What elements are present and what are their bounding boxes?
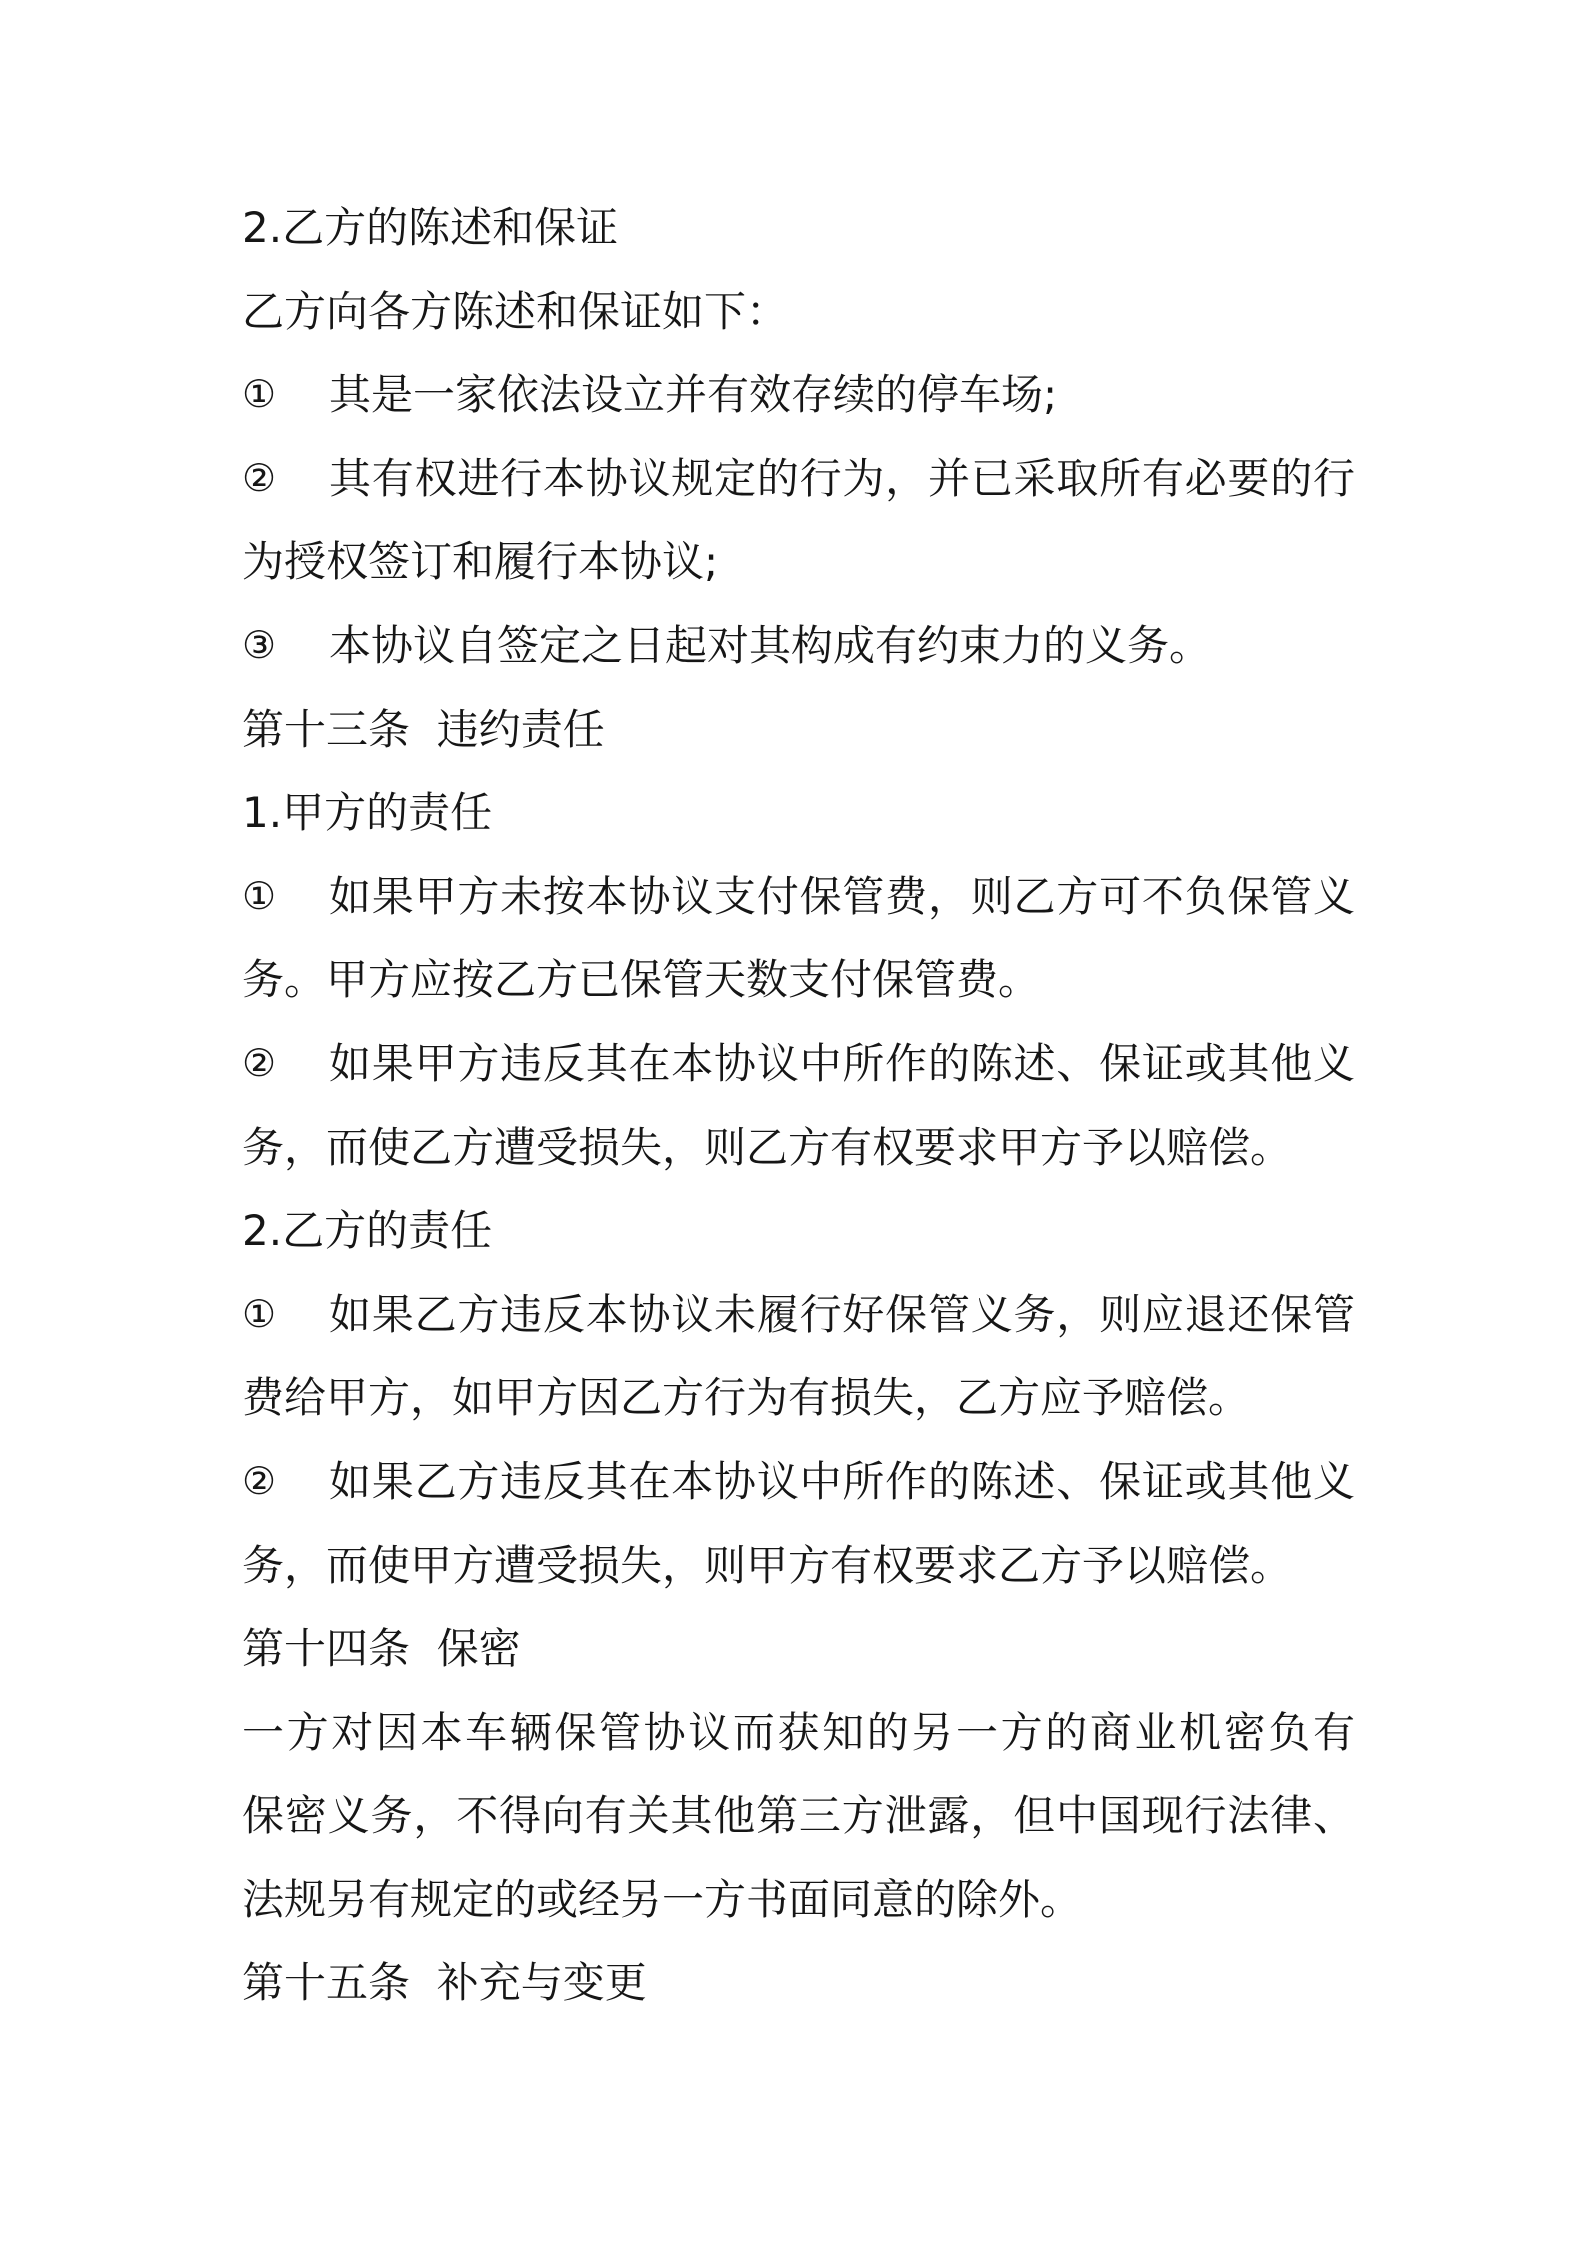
list-item bbox=[242, 1273, 1355, 1357]
paragraph-text: 务，而使乙方遭受损失，则乙方有权要求甲方予以赔偿。 bbox=[242, 1122, 1293, 1172]
paragraph-text: 为授权签订和履行本协议; bbox=[242, 537, 719, 587]
list-item-text: 其有权进行本协议规定的行为，并已采取所有必要的行 bbox=[329, 453, 1355, 503]
list-item-text: 其是一家依法设立并有效存续的停车场; bbox=[329, 370, 1058, 420]
paragraph-line bbox=[242, 938, 1355, 1022]
list-item-number: ③ bbox=[242, 622, 277, 667]
paragraph-line bbox=[242, 1106, 1355, 1190]
article-heading-text: 第十四条 保密 bbox=[242, 1624, 521, 1674]
article-heading-text: 第十三条 违约责任 bbox=[242, 704, 605, 754]
list-item-number: ② bbox=[242, 1040, 277, 1085]
paragraph-line bbox=[242, 520, 1355, 604]
list-item bbox=[242, 1440, 1355, 1524]
paragraph-text: 费给甲方，如甲方因乙方行为有损失，乙方应予赔偿。 bbox=[242, 1373, 1251, 1423]
paragraph-line bbox=[242, 1356, 1355, 1440]
document-body bbox=[242, 186, 1355, 2025]
list-item-text: 如果乙方违反其在本协议中所作的陈述、保证或其他义 bbox=[329, 1456, 1355, 1506]
list-item-number: ① bbox=[242, 873, 277, 918]
subsection-heading-text: 2.乙方的责任 bbox=[242, 1206, 493, 1256]
paragraph-line bbox=[242, 270, 1355, 354]
list-item-text: 如果甲方违反其在本协议中所作的陈述、保证或其他义 bbox=[329, 1038, 1355, 1088]
list-item-number: ② bbox=[242, 455, 277, 500]
subsection-heading-text: 1.甲方的责任 bbox=[242, 788, 493, 838]
subsection-heading-text: 2.乙方的陈述和保证 bbox=[242, 203, 619, 252]
list-item bbox=[242, 604, 1355, 688]
paragraph-line bbox=[242, 1774, 1355, 1858]
list-item-number: ① bbox=[242, 372, 277, 417]
paragraph-text: 法规另有规定的或经另一方书面同意的除外。 bbox=[242, 1874, 1083, 1924]
list-item-text: 如果甲方未按本协议支付保管费，则乙方可不负保管义 bbox=[329, 871, 1355, 921]
list-item bbox=[242, 855, 1355, 939]
paragraph-line bbox=[242, 1524, 1355, 1608]
list-item-text: 本协议自签定之日起对其构成有约束力的义务。 bbox=[329, 620, 1212, 670]
paragraph-text: 务。甲方应按乙方已保管天数支付保管费。 bbox=[242, 955, 1041, 1005]
paragraph-text: 一方对因本车辆保管协议而获知的另一方的商业机密负有 bbox=[242, 1707, 1355, 1757]
paragraph-text: 务，而使甲方遭受损失，则甲方有权要求乙方予以赔偿。 bbox=[242, 1540, 1293, 1590]
list-item bbox=[242, 353, 1355, 437]
paragraph-line bbox=[242, 1691, 1355, 1775]
list-item bbox=[242, 437, 1355, 521]
paragraph-text: 乙方向各方陈述和保证如下： bbox=[242, 286, 789, 336]
list-item-number: ② bbox=[242, 1458, 277, 1503]
list-item-number: ① bbox=[242, 1291, 277, 1336]
paragraph-text: 保密义务，不得向有关其他第三方泄露，但中国现行法律、 bbox=[242, 1791, 1355, 1841]
list-item-text: 如果乙方违反本协议未履行好保管义务，则应退还保管 bbox=[329, 1289, 1355, 1339]
article-heading bbox=[242, 1607, 1355, 1691]
article-heading-text: 第十五条 补充与变更 bbox=[242, 1958, 647, 2008]
subsection-heading bbox=[242, 186, 1355, 270]
article-heading bbox=[242, 1941, 1355, 2025]
article-heading bbox=[242, 688, 1355, 772]
list-item bbox=[242, 1022, 1355, 1106]
subsection-heading bbox=[242, 1189, 1355, 1273]
paragraph-line bbox=[242, 1858, 1355, 1942]
subsection-heading bbox=[242, 771, 1355, 855]
